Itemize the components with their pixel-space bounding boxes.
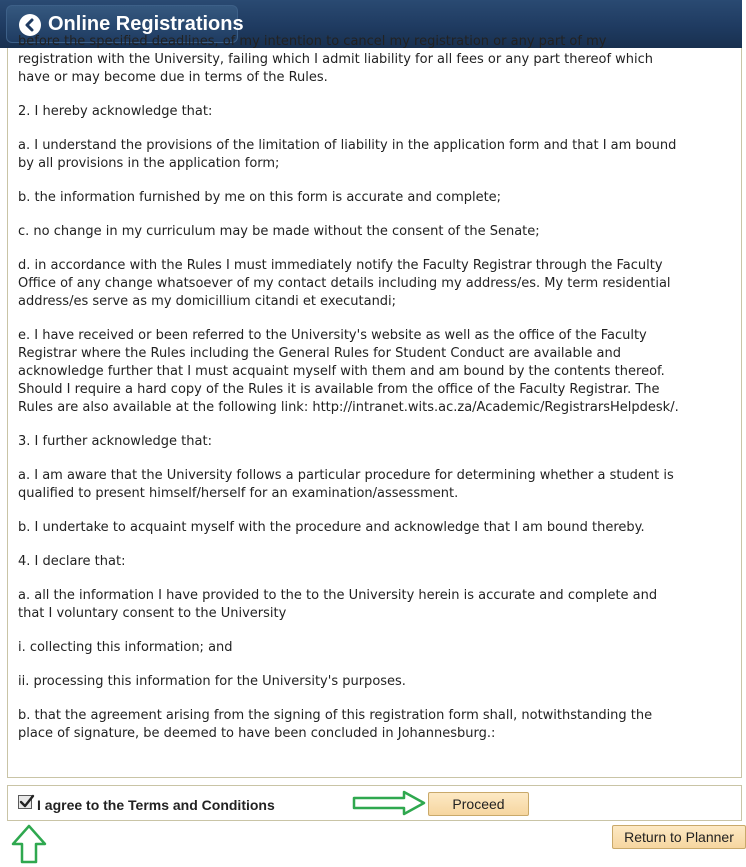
arrow-up-outline-icon bbox=[11, 824, 47, 864]
checkmark-icon bbox=[19, 794, 35, 810]
terms-paragraph: 3. I further acknowledge that: bbox=[18, 434, 212, 449]
return-to-planner-button[interactable]: Return to Planner bbox=[612, 825, 746, 849]
terms-paragraph: ii. processing this information for the University's purposes. bbox=[18, 674, 406, 689]
terms-paragraph: d. in accordance with the Rules I must immediately notify the Faculty Registrar through the Faculty Office of any change whatsoever of my contact details including my address/es. My term residential address/es serve as my domicillium citandi et executandi; bbox=[18, 258, 671, 309]
terms-paragraph: a. I understand the provisions of the limitation of liability in the application form and that I am bound by all provisions in the application form; bbox=[18, 138, 677, 171]
terms-paragraph: b. I undertake to acquaint myself with the procedure and acknowledge that I am bound thereby. bbox=[18, 520, 645, 535]
proceed-button[interactable]: Proceed bbox=[428, 792, 529, 816]
terms-paragraph: 2. I hereby acknowledge that: bbox=[18, 104, 213, 119]
terms-paragraph: before the specified deadlines, of my intention to cancel my registration or any part of my registration with the University, failing which I admit liability for all fees or any part thereof which have or may become due in terms of the Rules. bbox=[18, 34, 654, 85]
terms-text bbox=[18, 33, 683, 759]
page-title: Online Registrations bbox=[48, 13, 244, 35]
terms-paragraph: b. that the agreement arising from the signing of this registration form shall, notwithstanding the place of signature, be deemed to have been concluded in Johannesburg.: bbox=[18, 708, 653, 741]
terms-paragraph: e. I have received or been referred to the University's website as well as the office of the Faculty Registrar where the Rules including the General Rules for Student Conduct are available and acknowledge further that I must acquaint myself with them and am bound by the contents thereof. Should I require a hard copy of the Rules it is available from the office of the Faculty Registrar. The Rules are also available at the following link: http://intranet.wits.ac.za/Academic/RegistrarsHelpdesk/. bbox=[18, 328, 679, 415]
terms-paragraph: a. all the information I have provided to the to the University herein is accurate and complete and that I voluntary consent to the University bbox=[18, 588, 658, 621]
terms-paragraph: 4. I declare that: bbox=[18, 554, 126, 569]
terms-paragraph: c. no change in my curriculum may be made without the consent of the Senate; bbox=[18, 224, 540, 239]
terms-paragraph: a. I am aware that the University follows a particular procedure for determining whether a student is qualified to present himself/herself for an examination/assessment. bbox=[18, 468, 674, 501]
terms-scroll-box[interactable] bbox=[7, 34, 742, 778]
agree-label[interactable]: I agree to the Terms and Conditions bbox=[37, 797, 275, 813]
agree-checkbox[interactable] bbox=[18, 795, 32, 809]
arrow-right-outline-icon bbox=[352, 790, 428, 816]
terms-paragraph: i. collecting this information; and bbox=[18, 640, 233, 655]
terms-paragraph: b. the information furnished by me on this form is accurate and complete; bbox=[18, 190, 502, 205]
